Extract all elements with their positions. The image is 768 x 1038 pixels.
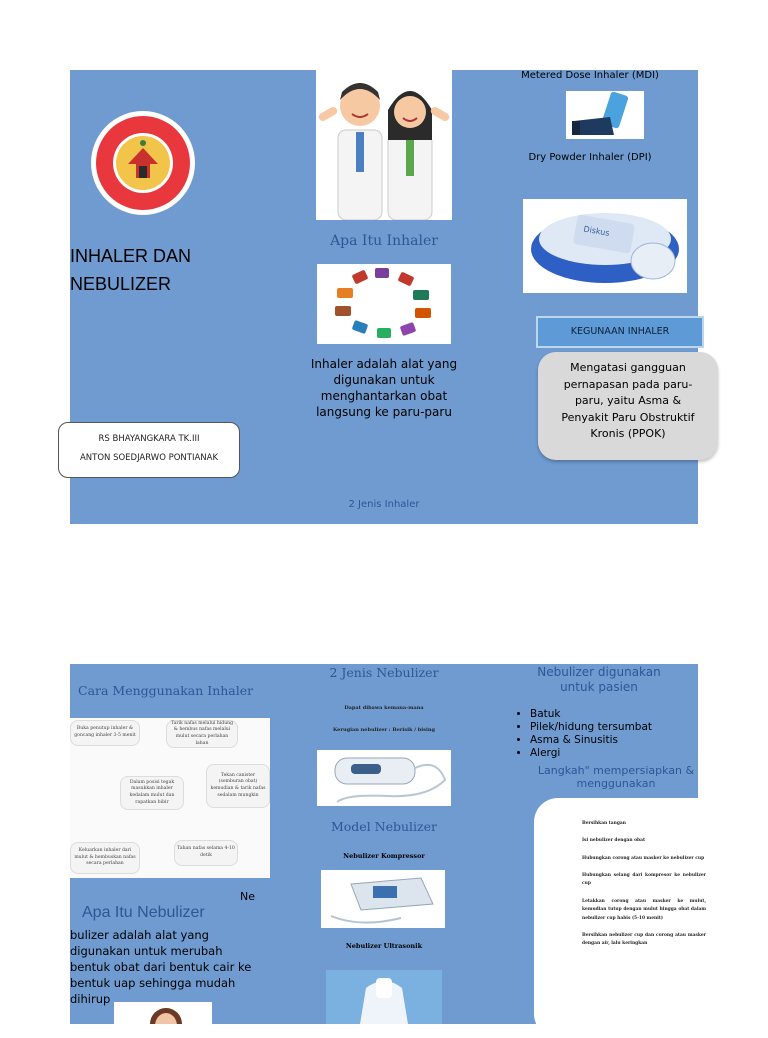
step-bubble: Buka penutup inhaler & goncang inhaler 3-5 menit — [70, 720, 140, 746]
dpi-label: Dry Powder Inhaler (DPI) — [528, 152, 652, 163]
page-two — [70, 664, 706, 1024]
ne-fragment: Ne — [240, 890, 255, 903]
kegunaan-inhaler-title: KEGUNAAN INHALER — [536, 316, 704, 348]
doctors-illustration — [316, 70, 452, 220]
cara-menggunakan-inhaler-heading: Cara Menggunakan Inhaler — [78, 683, 254, 698]
langkah-step: Hubungkan corong atau masker ke nebulizer cup — [582, 855, 705, 861]
nebulizer-kompresor-label: Nebulizer Kompressor — [343, 852, 425, 860]
inhaler-description: Inhaler adalah alat yang digunakan untuk menghantarkan obat langsung ke paru-paru — [310, 357, 458, 419]
langkah-step: Hubungkan selang dari kompresor ke nebulizer cup — [582, 873, 706, 887]
dua-jenis-nebulizer-heading: 2 Jenis Nebulizer — [329, 665, 439, 680]
step-bubble: Keluarkan inhaler dari mulut & hembuskan nafas secara perlahan — [70, 842, 140, 874]
nebulizer-description: bulizer adalah alat yang digunakan untuk merubah bentuk obat dari bentuk cair ke bentuk uap sehingga mudah dihirup — [70, 928, 252, 1006]
model-nebulizer-heading: Model Nebulizer — [330, 819, 438, 834]
langkah-step: Bersihkan nebulizer cup dan corong atau masker dengan air, lalu keringkan — [582, 932, 706, 947]
step-bubble: Tahan nafas selama 4-10 detik — [174, 840, 238, 866]
bullet-item: • Batuk — [530, 708, 694, 721]
person-photo — [114, 1002, 212, 1024]
page-title — [70, 242, 191, 298]
kegunaan-description-box — [538, 352, 718, 460]
inhaler-steps-diagram — [70, 718, 270, 878]
bullet-item: • Pilek/hidung tersumbat — [530, 721, 694, 734]
bullet-item: • Asma & Sinusitis — [530, 734, 694, 747]
title-line-2: NEBULIZER — [70, 274, 172, 294]
inhalers-circle-image — [317, 264, 451, 344]
langkah-heading: Langkah" mempersiapkan & menggunakan — [537, 764, 695, 790]
step-bubble: Dalam posisi tegak masukkan inhaler kedalam mulut dan rapatkan bibir — [120, 776, 184, 810]
dua-jenis-inhaler-label: 2 Jenis Inhaler — [348, 499, 420, 510]
hospital-logo — [88, 108, 198, 218]
dpi-device-text: Diskus — [582, 224, 611, 238]
title-line-1: INHALER DAN — [70, 246, 192, 266]
nebulizer-digunakan-heading: Nebulizer digunakan untuk pasien — [537, 665, 661, 694]
nebulizer-kompresor-image — [321, 870, 445, 928]
langkah-step: Letakkan corong atau masker ke mulut, kemudian tutup dengan mulut hingga obat dalam nebulizer cup habis (5-10 menit) — [582, 898, 706, 921]
address-box — [58, 422, 240, 478]
nebulizer-ultrasonik-label: Nebulizer Ultrasonik — [345, 942, 423, 950]
langkah-steps-box — [534, 798, 720, 1038]
langkah-step: Isi nebulizer dengan obat — [582, 838, 645, 844]
apa-itu-inhaler-heading: Apa Itu Inhaler — [330, 233, 438, 249]
page-one — [70, 70, 698, 524]
dpi-inhaler-image — [523, 199, 687, 293]
step-bubble: Tekan canister (semburan obat) kemudian & tarik nafas sedalam mungkin — [206, 764, 270, 808]
address-line-1: RS BHAYANGKARA TK.III — [98, 434, 200, 444]
nebulizer-ultrasonik-image — [326, 970, 442, 1024]
pasien-bullet-list — [514, 708, 694, 760]
mdi-inhaler-image — [566, 91, 644, 139]
step-bubble: Tarik nafas melalui hidung & hembus nafas melalui mulut secara perlahan lahan — [166, 720, 238, 748]
apa-itu-nebulizer-heading: Apa Itu Nebulizer — [82, 904, 205, 921]
address-line-2: ANTON SOEDJARWO PONTIANAK — [79, 453, 219, 463]
bullet-item: • Alergi — [530, 747, 694, 760]
keuntungan-nebulizer: Dapat dibawa kemana-mana — [344, 705, 424, 711]
kegunaan-description: Mengatasi gangguan pernapasan pada paru-paru, yaitu Asma & Penyakit Paru Obstruktif Kronis (PPOK) — [561, 361, 695, 440]
langkah-step: Bersihkan tangan — [582, 821, 626, 826]
kerugian-nebulizer: Kerugian nebulizer : Berisik / bising — [332, 727, 436, 733]
mdi-label: Metered Dose Inhaler (MDI) — [521, 70, 659, 81]
nebulizer-device-image — [317, 750, 451, 806]
